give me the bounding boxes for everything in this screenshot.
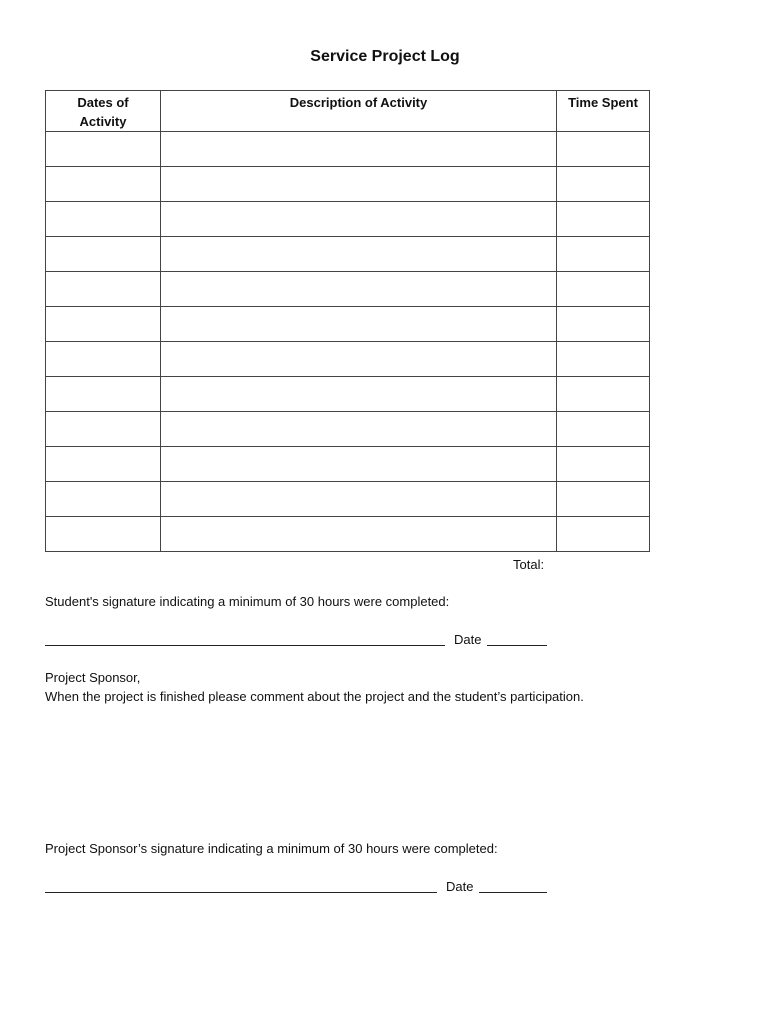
service-log-table	[45, 90, 650, 552]
time-spent-cell[interactable]	[557, 447, 650, 482]
description-cell[interactable]	[161, 272, 557, 307]
dates-cell[interactable]	[46, 307, 161, 342]
description-cell[interactable]	[161, 132, 557, 167]
student-signature-line[interactable]	[45, 645, 445, 646]
description-cell[interactable]	[161, 202, 557, 237]
table-row	[46, 272, 650, 307]
student-date-line[interactable]	[487, 645, 547, 646]
sponsor-signature-line[interactable]	[45, 892, 437, 893]
table-row	[46, 447, 650, 482]
description-cell[interactable]	[161, 517, 557, 552]
time-spent-cell[interactable]	[557, 237, 650, 272]
dates-cell[interactable]	[46, 377, 161, 412]
time-spent-cell[interactable]	[557, 517, 650, 552]
time-spent-cell[interactable]	[557, 342, 650, 377]
description-cell[interactable]	[161, 307, 557, 342]
dates-cell[interactable]	[46, 342, 161, 377]
time-spent-cell[interactable]	[557, 307, 650, 342]
dates-cell[interactable]	[46, 482, 161, 517]
dates-cell[interactable]	[46, 272, 161, 307]
time-spent-cell[interactable]	[557, 132, 650, 167]
sponsor-instruction: When the project is finished please comment about the project and the student’s participation.	[45, 689, 584, 704]
table-row	[46, 517, 650, 552]
table-body	[46, 132, 650, 552]
dates-cell[interactable]	[46, 517, 161, 552]
description-cell[interactable]	[161, 237, 557, 272]
dates-cell[interactable]	[46, 412, 161, 447]
student-signature-prompt: Student's signature indicating a minimum of 30 hours were completed:	[45, 594, 450, 609]
description-cell[interactable]	[161, 482, 557, 517]
table-row	[46, 482, 650, 517]
description-cell[interactable]	[161, 412, 557, 447]
time-spent-cell[interactable]	[557, 482, 650, 517]
dates-cell[interactable]	[46, 167, 161, 202]
sponsor-date-line[interactable]	[479, 892, 547, 893]
time-spent-cell[interactable]	[557, 272, 650, 307]
time-spent-cell[interactable]	[557, 167, 650, 202]
description-cell[interactable]	[161, 342, 557, 377]
time-spent-cell[interactable]	[557, 202, 650, 237]
sponsor-greeting: Project Sponsor,	[45, 670, 141, 685]
description-cell[interactable]	[161, 377, 557, 412]
description-cell[interactable]	[161, 167, 557, 202]
sponsor-date-label: Date	[446, 879, 474, 894]
table-row	[46, 132, 650, 167]
table-row	[46, 412, 650, 447]
dates-cell[interactable]	[46, 132, 161, 167]
header-time-spent: Time Spent	[557, 91, 650, 132]
page-title: Service Project Log	[310, 48, 460, 65]
description-cell[interactable]	[161, 447, 557, 482]
total-label: Total:	[513, 557, 545, 572]
sponsor-signature-prompt: Project Sponsor’s signature indicating a minimum of 30 hours were completed:	[45, 841, 498, 856]
dates-cell[interactable]	[46, 237, 161, 272]
header-description-of-activity: Description of Activity	[161, 91, 557, 132]
table-row	[46, 342, 650, 377]
table-row	[46, 167, 650, 202]
dates-cell[interactable]	[46, 447, 161, 482]
table-row	[46, 377, 650, 412]
time-spent-cell[interactable]	[557, 377, 650, 412]
table-row	[46, 237, 650, 272]
table-row	[46, 202, 650, 237]
student-date-label: Date	[454, 632, 482, 647]
dates-cell[interactable]	[46, 202, 161, 237]
time-spent-cell[interactable]	[557, 412, 650, 447]
table-header-row	[46, 91, 650, 132]
table-row	[46, 307, 650, 342]
header-dates-of-activity: Dates of Activity	[46, 91, 161, 132]
